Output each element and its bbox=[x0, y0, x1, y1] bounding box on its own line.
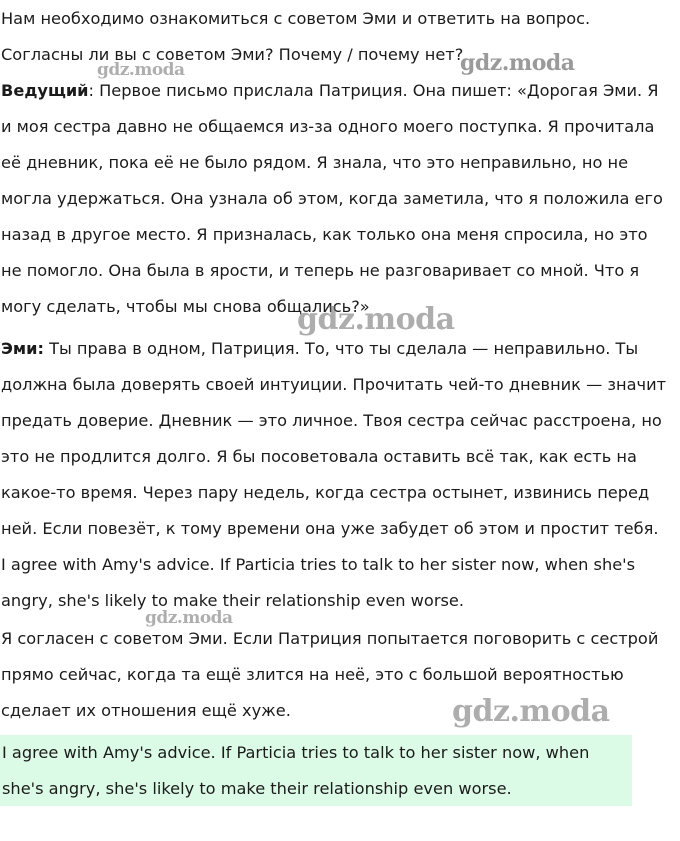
reply-paragraph bbox=[0, 331, 679, 547]
highlighted-answer: I agree with Amy's advice. If Particia tries to talk to her sister now, when she's angry, she's likely to make their relationship even worse. bbox=[2, 743, 590, 798]
answer-ru: Я согласен с советом Эми. Если Патриция попытается поговорить с сестрой прямо сейчас, когда та ещё злится на неё, это с большой вероятностью сделает их отношения ещё хуже. bbox=[1, 629, 659, 720]
watermark-5: gdz.moda bbox=[452, 694, 610, 729]
watermark-4: gdz.moda bbox=[145, 608, 233, 628]
watermark-2: gdz.moda bbox=[460, 50, 575, 76]
letter-speaker: Ведущий bbox=[1, 81, 89, 100]
watermark-1: gdz.moda bbox=[97, 60, 185, 80]
intro-line-2: Согласны ли вы с советом Эми? Почему / почему нет? bbox=[1, 45, 464, 64]
letter-text: : Первое письмо прислала Патриция. Она пишет: «Дорогая Эми. Я и моя сестра давно не общаемся из-за одного моего поступка. Я прочитала её дневник, пока её не было рядом. Я знала, что это неправильно, но не могла удержаться. Она узнала об этом, когда заметила, что я положила его назад в другое место. Я призналась, как только она меня спросила, но это не помогло. Она была в ярости, и теперь не разговаривает со мной. Что я могу сделать, чтобы мы снова общались?» bbox=[1, 81, 663, 316]
watermark-3: gdz.moda bbox=[297, 302, 455, 337]
intro-line-1: Нам необходимо ознакомиться с советом Эми и ответить на вопрос. bbox=[1, 9, 591, 28]
answer-en: I agree with Amy's advice. If Particia tries to talk to her sister now, when she's angry, she's likely to make their relationship even worse. bbox=[1, 555, 636, 610]
reply-speaker: Эми: bbox=[1, 339, 44, 358]
letter-paragraph bbox=[0, 73, 663, 325]
reply-text: Ты права в одном, Патриция. То, что ты сделала — неправильно. Ты должна была доверять своей интуиции. Прочитать чей-то дневник — значит предать доверие. Дневник — это личное. Твоя сестра сейчас расстроена, но это не продлится долго. Я бы посоветовала оставить всё так, как есть на какое-то время. Через пару недель, когда сестра остынет, извинись перед ней. Если повезёт, к тому времени она уже забудет об этом и простит тебя. bbox=[1, 339, 667, 538]
